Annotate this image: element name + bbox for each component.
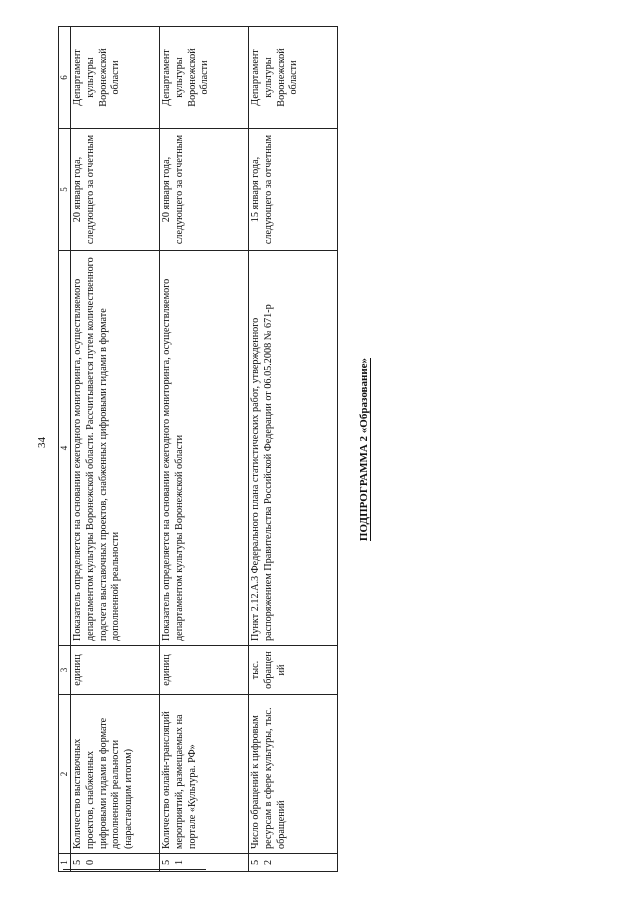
subprogram-title-text: ПОДПРОГРАММА 2 «Образование» [358,357,370,542]
calculation-method: Пункт 2.12.А.3 Федерального плана статистических работ, утвержденного распоряжением Правительства Российской Федерации от 06.05.2008 № 671-р [249,251,338,646]
footnote-separator [63,869,206,870]
indicator-name: Количество онлайн-трансляций мероприятий, размещаемых на портале «Культура. РФ» [160,695,249,854]
header-cell: 4 [59,251,71,646]
header-cell: 5 [59,129,71,251]
responsible: Департамент культуры Воронежской области [160,27,249,129]
header-cell: 1 [59,854,71,872]
indicators-table [58,26,338,872]
page-number: 34 [36,437,48,448]
rotated-page-content [58,27,370,872]
responsible: Департамент культуры Воронежской области [249,27,338,129]
subprogram-title [358,27,370,872]
indicator-unit: единиц [71,646,160,695]
row-number: 50 [71,854,160,872]
row-number: 52 [249,854,338,872]
header-cell: 3 [59,646,71,695]
indicator-unit: единиц [160,646,249,695]
header-cell: 2 [59,695,71,854]
table-header-row [59,27,71,872]
header-cell: 6 [59,27,71,129]
table-row [249,27,338,872]
table-row [160,27,249,872]
responsible: Департамент культуры Воронежской области [71,27,160,129]
deadline: 20 января года, следующего за отчетным [160,129,249,251]
indicator-unit: тыс. обращений [249,646,338,695]
row-number: 51 [160,854,249,872]
calculation-method: Показатель определяется на основании ежегодного мониторинга, осуществляемого департаментом культуры Воронежской области. Рассчитывается путем количественного подсчета выставочных проектов, снабженных цифровыми гидами в формате дополненной реальности [71,251,160,646]
indicator-name: Количество выставочных проектов, снабженных цифровыми гидами в формате дополненной реальности (нарастающим итогом) [71,695,160,854]
indicator-name: Число обращений к цифровым ресурсам в сфере культуры, тыс. обращений [249,695,338,854]
deadline: 15 января года, следующего за отчетным [249,129,338,251]
deadline: 20 января года, следующего за отчетным [71,129,160,251]
table-row [71,27,160,872]
calculation-method: Показатель определяется на основании ежегодного мониторинга, осуществляемого департаментом культуры Воронежской области [160,251,249,646]
